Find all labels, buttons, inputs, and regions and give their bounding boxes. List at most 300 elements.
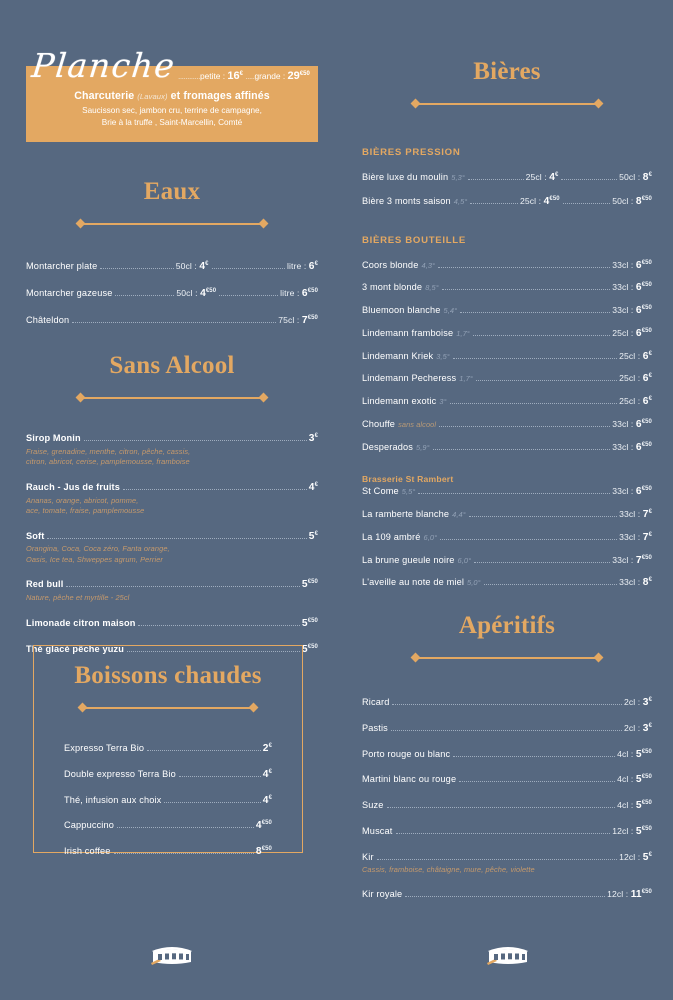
item-description-line: Nature, pêche et myrtille - 25cl (26, 593, 130, 603)
dot-leader (442, 289, 610, 290)
price-value: 4 (543, 195, 550, 207)
item-name: Bière luxe du moulin (362, 172, 449, 182)
planche-dots-1: ............ (178, 71, 200, 81)
dot-leader (387, 807, 616, 808)
price-value: 6 (308, 261, 315, 272)
currency-sup: €50 (307, 314, 318, 321)
dot-leader (460, 312, 610, 313)
price (607, 889, 652, 902)
price (617, 749, 652, 762)
currency-sup: €50 (307, 287, 319, 294)
item-name: Thé glacé pêche yuzu (26, 644, 124, 655)
price-value: 8 (642, 577, 649, 589)
menu-item-row (362, 800, 652, 813)
price-value: 4 (262, 768, 269, 780)
dot-leader (459, 781, 615, 782)
bieres-title: Bières (473, 58, 541, 85)
bieres-bouteille-heading: BIÈRES BOUTEILLE (362, 234, 466, 246)
volume-label: 12cl : (612, 825, 636, 836)
boissons-chaudes-divider (79, 703, 257, 713)
planche-heading-tail: et fromages affinés (167, 90, 270, 102)
menu-item-row (362, 889, 652, 902)
planche-heading-paren: (Lavaux) (137, 92, 168, 101)
menu-item (362, 800, 652, 813)
item-name: Muscat (362, 825, 393, 836)
volume-label: 33cl : (612, 418, 636, 429)
planche-dots-2: ..... (245, 71, 255, 81)
menu-item (362, 749, 652, 762)
volume-label: 2cl : (624, 697, 643, 707)
menu-item-row (26, 531, 318, 544)
menu-item-row (26, 315, 318, 328)
menu-item-row (362, 351, 652, 364)
price-value: 6 (642, 396, 649, 407)
item-description (26, 496, 318, 517)
price-value: 6 (642, 373, 649, 385)
price-value: 6 (635, 327, 642, 339)
price (287, 261, 318, 274)
dot-leader (405, 896, 605, 897)
price-value: 6 (635, 282, 642, 294)
dot-leader (473, 335, 610, 336)
menu-item (26, 531, 318, 566)
price (526, 172, 559, 185)
price-value: 4 (255, 820, 262, 832)
eaux-divider (77, 219, 267, 229)
price (612, 282, 652, 295)
menu-item (362, 305, 652, 318)
currency-sup: € (648, 509, 652, 516)
planche-small-price: 16 (227, 70, 240, 82)
currency-sup: €50 (261, 846, 272, 853)
menu-item (362, 282, 652, 295)
item-degree: 1,7° (459, 374, 473, 384)
dot-leader (391, 730, 622, 731)
menu-item-row (26, 261, 318, 274)
price-value: 5 (301, 579, 308, 591)
item-name: Rauch - Jus de fruits (26, 481, 121, 492)
section-boissons-chaudes (33, 645, 303, 857)
dot-leader (72, 322, 276, 323)
bieres-bouteille-group (362, 235, 652, 455)
item-name: La ramberte blanche (362, 509, 450, 519)
price-value: 4 (308, 481, 315, 493)
price (619, 396, 652, 409)
menu-item-row (362, 442, 652, 455)
menu-item (362, 196, 652, 209)
item-name: Lindemann Pecheress (362, 373, 457, 384)
sans-alcool-divider (77, 393, 267, 403)
volume-label: 25cl : (612, 327, 636, 338)
boissons-chaudes-title: Boissons chaudes (74, 662, 262, 689)
divider-bar (418, 103, 596, 105)
volume-label: 25cl : (525, 172, 550, 182)
volume-label: 12cl : (619, 851, 643, 862)
bieres-bouteille-list (362, 260, 652, 455)
dot-leader (47, 538, 306, 539)
divider-bar (83, 223, 261, 225)
price-value: 6 (635, 259, 642, 271)
price (619, 172, 652, 185)
volume-label: 50cl : (619, 172, 643, 182)
menu-item (362, 373, 652, 386)
price-value: 8 (642, 172, 649, 183)
item-degree: 8,5° (425, 283, 439, 293)
menu-item (362, 328, 652, 341)
planche-script-title: Planche (29, 46, 178, 85)
dot-leader (433, 449, 611, 450)
planche-small-sup: € (239, 71, 243, 78)
volume-label: 25cl : (619, 373, 643, 384)
price-value: 2 (262, 743, 269, 754)
item-name: Double expresso Terra Bio (64, 768, 176, 779)
menu-item (362, 723, 652, 736)
menu-item-row (362, 826, 652, 839)
price-value: 4 (262, 794, 269, 806)
currency-sup: € (648, 172, 653, 179)
item-name: Bière 3 monts saison (362, 195, 451, 206)
item-name: Desperados (362, 441, 414, 452)
price-value: 6 (635, 486, 642, 498)
volume-label: 33cl : (612, 259, 636, 270)
volume-label: 4cl : (617, 748, 636, 759)
item-degree: 3° (439, 397, 447, 406)
volume-label: 33cl : (619, 531, 643, 542)
menu-item-row (362, 396, 652, 409)
aperitifs-divider (412, 653, 602, 663)
dot-leader (453, 756, 615, 757)
planche-prices (178, 70, 310, 82)
brasserie-heading: Brasserie St Rambert (362, 474, 454, 485)
price (309, 482, 318, 495)
price (612, 328, 652, 341)
aperitifs-list (362, 697, 652, 902)
volume-label: 12cl : (607, 888, 631, 899)
item-degree: 4,4° (452, 510, 466, 519)
menu-item-row (362, 509, 652, 522)
menu-item-row (362, 852, 652, 865)
currency-sup: € (314, 530, 318, 537)
dot-leader (219, 295, 278, 296)
price-value: 8 (635, 195, 642, 207)
dot-leader (438, 267, 610, 268)
currency-sup: € (268, 743, 272, 750)
currency-sup: € (648, 722, 652, 729)
planche-large-price: 29 (287, 70, 300, 82)
dot-leader (164, 802, 260, 803)
dot-leader (469, 516, 617, 517)
item-description-line: Oasis, Ice tea, Shweppes agrum, Perrier (26, 554, 163, 564)
currency-sup: €50 (641, 259, 652, 266)
menu-item-row (26, 433, 318, 446)
menu-item-row (362, 577, 652, 590)
currency-sup: € (205, 261, 209, 268)
volume-label: 75cl : (278, 314, 302, 325)
planche-small-label: petite : (199, 71, 228, 81)
menu-item (362, 509, 652, 522)
item-name: Suze (362, 800, 384, 810)
item-name: Martini blanc ou rouge (362, 774, 457, 785)
item-name: Expresso Terra Bio (64, 743, 145, 753)
item-name: Irish coffee (64, 846, 111, 856)
menu-item-row (362, 697, 652, 710)
currency-sup: €50 (641, 825, 652, 832)
item-description-line: Cassis, framboise, châtaigne, mure, pêche, violette (362, 865, 535, 875)
planche-block (26, 46, 318, 142)
menu-item (26, 482, 318, 517)
price (302, 618, 318, 631)
currency-sup: €50 (641, 774, 652, 781)
dot-leader (468, 179, 524, 180)
price (309, 531, 318, 544)
aperitifs-title: Apéritifs (458, 612, 556, 639)
item-name: Red bull (26, 579, 64, 590)
menu-item (362, 889, 652, 902)
item-name: Kir royale (362, 888, 403, 899)
price-value: 5 (308, 530, 315, 542)
menu-item (362, 697, 652, 710)
menu-item-row (362, 305, 652, 318)
planche-heading (26, 90, 318, 102)
currency-sup: €50 (641, 800, 652, 807)
boissons-chaudes-inner (34, 646, 302, 859)
menu-item (64, 846, 272, 859)
volume-label: 2cl : (624, 722, 643, 733)
price (263, 743, 272, 756)
price (520, 196, 560, 209)
price (278, 315, 318, 328)
price-value: 6 (301, 287, 308, 299)
price-value: 4 (549, 172, 556, 183)
item-description-line: Ananas, orange, abricot, pomme, (26, 495, 139, 505)
menu-item (26, 288, 318, 301)
planche-heading-main: Charcuterie (74, 90, 135, 102)
currency-sup: €50 (641, 888, 652, 895)
item-name: Cappuccino (64, 820, 115, 831)
menu-item (362, 852, 652, 876)
dot-leader (115, 295, 174, 296)
item-description-line: citron, abricot, cerise, pamplemousse, framboise (26, 457, 190, 467)
dot-leader (396, 833, 611, 834)
menu-item (362, 419, 652, 432)
brasserie-list (362, 486, 652, 590)
item-degree: sans alcool (398, 419, 437, 429)
item-name: Limonade citron maison (26, 617, 136, 628)
item-degree: 4,3° (421, 260, 436, 270)
planche-body (26, 90, 318, 129)
menu-item-row (64, 743, 272, 756)
dot-leader (66, 586, 299, 587)
volume-label: 4cl : (617, 774, 636, 785)
item-name: Ricard (362, 697, 390, 707)
price-value: 5 (301, 644, 308, 656)
dot-leader (100, 268, 173, 269)
dot-leader (476, 380, 617, 381)
section-aperitifs (362, 612, 652, 915)
section-eaux (26, 178, 318, 341)
volume-label: 33cl : (612, 282, 636, 293)
price (263, 769, 272, 782)
item-name: Porto rouge ou blanc (362, 748, 451, 759)
price (256, 846, 272, 859)
item-degree: 5,3° (451, 173, 465, 182)
volume-label: 33cl : (612, 305, 636, 315)
item-name: Lindemann Kriek (362, 350, 434, 361)
price (619, 351, 652, 364)
dot-leader (138, 625, 299, 626)
price (256, 820, 272, 833)
item-name: Lindemann framboise (362, 327, 454, 338)
currency-sup: €50 (641, 305, 652, 312)
item-description (362, 865, 652, 876)
menu-item (362, 532, 652, 545)
sans-alcool-list (26, 433, 318, 657)
price-value: 3 (642, 697, 649, 708)
menu-item-row (362, 328, 652, 341)
price (612, 196, 652, 209)
menu-item (362, 774, 652, 787)
currency-sup: € (314, 481, 318, 488)
currency-sup: €50 (641, 418, 652, 425)
currency-sup: €50 (307, 617, 318, 624)
price-value: 11 (630, 888, 642, 900)
menu-item (362, 351, 652, 364)
menu-item-row (362, 723, 652, 736)
item-name: Soft (26, 530, 45, 541)
dot-leader (440, 539, 617, 540)
price (280, 288, 318, 301)
menu-item-row (362, 373, 652, 386)
diamond-right-icon (249, 703, 259, 713)
price-value: 6 (635, 305, 642, 316)
dot-leader (117, 827, 254, 828)
currency-sup: €50 (641, 554, 652, 561)
item-degree: 6,0° (457, 555, 472, 565)
item-name: Bluemoon blanche (362, 305, 441, 315)
item-description (26, 593, 318, 604)
price (612, 555, 652, 568)
menu-item-row (362, 419, 652, 432)
currency-sup: € (648, 396, 652, 403)
dot-leader (392, 704, 622, 705)
item-degree: 6,0° (423, 532, 438, 542)
section-bieres (362, 58, 652, 600)
currency-sup: €50 (641, 441, 652, 448)
item-description-line: Orangina, Coca, Coca zéro, Fanta orange, (26, 544, 170, 554)
menu-item-row (362, 282, 652, 295)
price-value: 7 (642, 509, 649, 520)
item-degree: 3,5° (436, 351, 450, 361)
menu-item-row (64, 795, 272, 808)
dot-leader (474, 562, 610, 563)
planche-large-label: grande : (254, 71, 288, 81)
menu-item-row (26, 579, 318, 592)
menu-item-row (64, 820, 272, 833)
menu-item-row (26, 482, 318, 495)
price-value: 5 (301, 617, 308, 629)
menu-item-row (362, 260, 652, 273)
item-name: Sirop Monin (26, 433, 81, 443)
item-name: 3 mont blonde (362, 282, 423, 293)
item-degree: 4,5° (453, 196, 468, 206)
menu-item (362, 396, 652, 409)
bieres-pression-group (362, 147, 652, 209)
price-value: 7 (301, 314, 308, 326)
currency-sup: € (648, 373, 652, 380)
volume-label: 33cl : (612, 554, 636, 565)
price-value: 4 (199, 261, 206, 272)
price (617, 774, 652, 787)
item-degree: 5,4° (443, 306, 458, 315)
volume-label: 50cl : (612, 195, 636, 206)
section-sans-alcool (26, 352, 318, 671)
price (612, 419, 652, 432)
currency-sup: € (648, 350, 652, 357)
dot-leader (84, 440, 307, 441)
menu-item (362, 555, 652, 568)
dot-leader (561, 179, 617, 180)
currency-sup: € (555, 172, 559, 179)
price (619, 373, 652, 386)
item-name: Kir (362, 851, 374, 862)
price-value: 4 (200, 287, 206, 299)
menu-item-row (26, 288, 318, 301)
dot-leader (123, 489, 307, 490)
currency-sup: € (648, 697, 652, 704)
dot-leader (147, 750, 261, 751)
dot-leader (453, 358, 617, 359)
diamond-right-icon (259, 393, 269, 403)
item-name: La 109 ambré (362, 531, 421, 542)
diamond-right-icon (594, 99, 604, 109)
divider-bar (85, 707, 251, 709)
currency-sup: €50 (307, 644, 318, 651)
menu-item-row (26, 618, 318, 631)
item-degree: 5,9° (416, 442, 430, 452)
menu-item-row (64, 846, 272, 859)
price (624, 723, 652, 736)
price-value: 5 (635, 800, 642, 811)
item-name: Châteldon (26, 314, 70, 325)
dot-leader (179, 776, 261, 777)
menu-item (26, 261, 318, 274)
price (624, 697, 652, 710)
item-name: Lindemann exotic (362, 396, 437, 406)
price (263, 795, 272, 808)
price-value: 3 (308, 433, 315, 444)
currency-sup: € (648, 577, 652, 584)
price-value: 5 (635, 774, 642, 786)
dot-leader (450, 403, 617, 404)
item-description-line: Fraise, grenadine, menthe, citron, pêche, cassis, (26, 446, 191, 456)
bieres-pression-list (362, 172, 652, 209)
item-name: La brune gueule noire (362, 554, 455, 565)
currency-sup: €50 (261, 820, 272, 827)
sans-alcool-title: Sans Alcool (109, 352, 235, 379)
price (619, 577, 652, 590)
price-value: 6 (642, 350, 649, 362)
volume-label: 33cl : (612, 441, 636, 452)
currency-sup: € (314, 433, 318, 440)
price (176, 261, 209, 274)
price-value: 6 (635, 441, 642, 453)
menu-item (362, 577, 652, 590)
menu-item-row (362, 749, 652, 762)
currency-sup: €50 (641, 748, 652, 755)
dot-leader (484, 584, 617, 585)
item-name: St Come (362, 486, 399, 497)
volume-label: 25cl : (619, 350, 643, 361)
